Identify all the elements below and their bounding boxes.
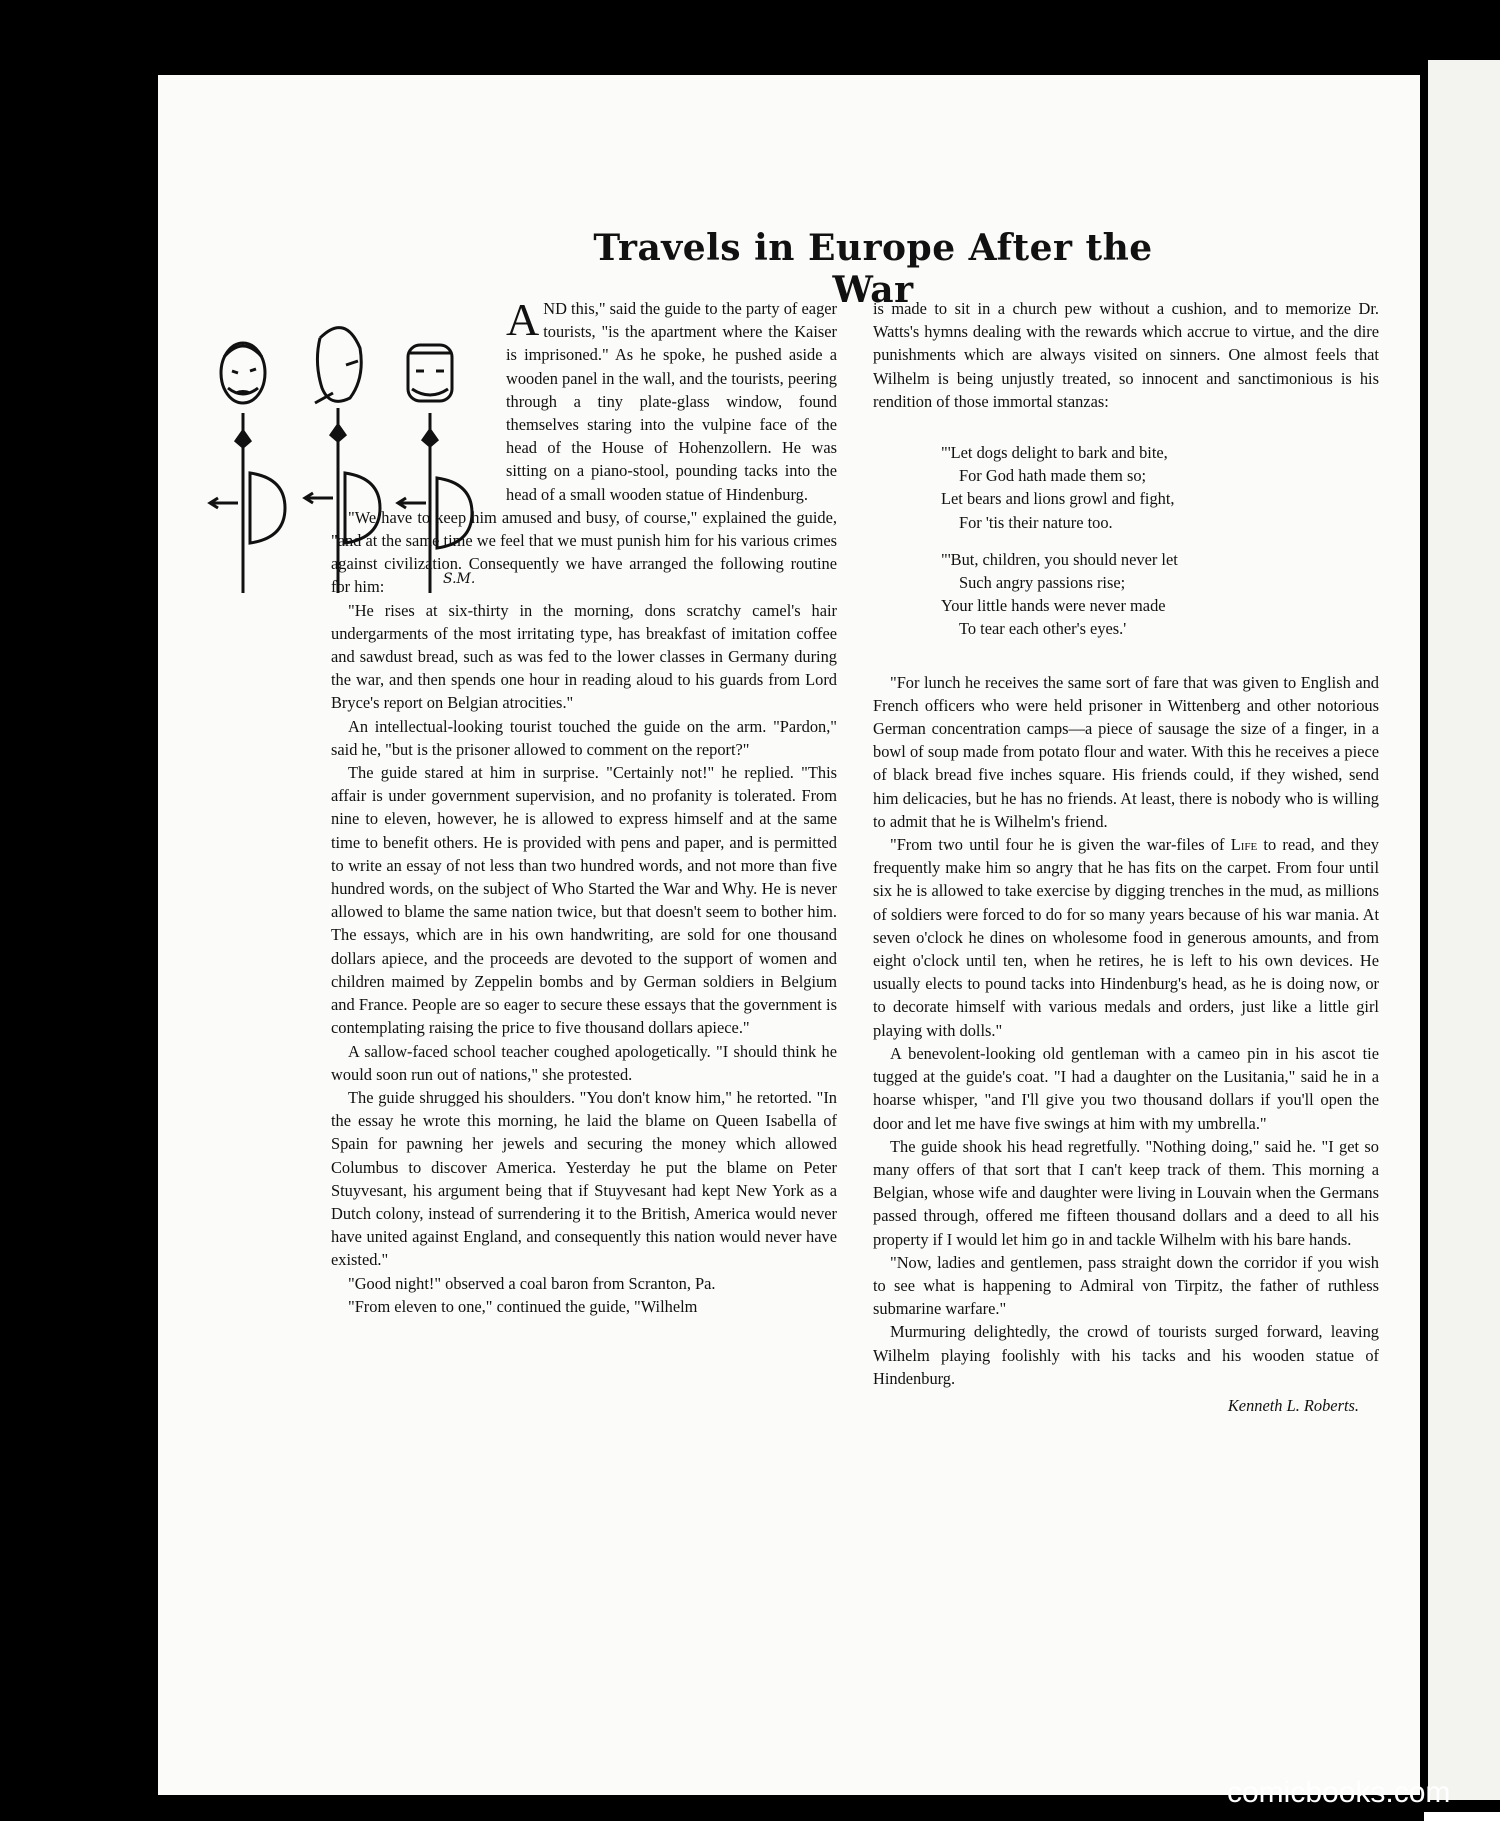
magazine-page — [158, 75, 1420, 1795]
right-column — [873, 297, 1379, 1417]
paragraph-life — [873, 833, 1379, 1042]
poem-line: For 'tis their nature too. — [959, 512, 1113, 532]
poem-stanza — [941, 441, 1379, 534]
drop-cap: A — [506, 294, 540, 345]
paragraph: A sallow-faced school teacher coughed apologetically. "I should think he would soon run out of nations," she protested. — [331, 1041, 837, 1084]
article-title: Travels in Europe After the War — [593, 227, 1153, 311]
corner-tab — [1424, 1812, 1500, 1821]
paragraph: An intellectual-looking tourist touched the guide on the arm. "Pardon," said he, "but is the prisoner allowed to comment on the report?" — [331, 716, 837, 759]
paragraph: "For lunch he receives the same sort of fare that was given to English and French officers who were held prisoner in Wittenberg and other notorious German concentration camps—a piece of sausage the size of a finger, in a bowl of soup made from potato flour and water. With this he receives a piece of black bread five inches square. His friends could, if they wished, send him delicacies, but he has no friends. At least, there is nobody who is willing to admit that he is Wilhelm's friend. — [873, 672, 1379, 831]
paragraph: The guide shook his head regretfully. "Nothing doing," said he. "I get so many offers of that sort that I can't keep track of them. This morning a Belgian, whose wife and daughter were living in Louvain when the Germans passed through, offered me fifteen thousand dollars and a deed to all his property if I would let him go in and tackle Wilhelm with his bare hands. — [873, 1136, 1379, 1249]
paragraph: Murmuring delightedly, the crowd of tourists surged forward, leaving Wilhelm playing foolishly with his tacks and his wooden statue of Hindenburg. — [873, 1322, 1379, 1388]
paragraph: "From eleven to one," continued the guide, "Wilhelm — [348, 1296, 698, 1316]
paragraph-text: "From two until four he is given the war-files of — [890, 835, 1231, 855]
paragraph: The guide stared at him in surprise. "Certainly not!" he replied. "This affair is under government supervision, and no profanity is tolerated. From nine to eleven, however, he is allowed to express himself and at the same time to benefit others. He is provided with pens and paper, and is permitted to write an essay of not less than two hundred words, and not more than five hundred words, on the subject of Who Started the War and Why. He is never allowed to blame the same nation twice, but that doesn't seem to bother him. The essays, which are in his own handwriting, are sold for one thousand dollars apiece, and the proceeds are devoted to the support of women and children maimed by Zeppelin bombs and by German soldiers in Belgium and France. People are so eager to secure these essays that the government is contemplating raising the price to five thousand dollars apiece." — [331, 763, 837, 1038]
life-magazine-name: Life — [1230, 835, 1258, 855]
opening-paragraph — [331, 294, 837, 506]
author-signature: Kenneth L. Roberts. — [1227, 1395, 1359, 1415]
left-column — [331, 294, 837, 1318]
poem-line: Your little hands were never made — [941, 596, 1166, 616]
poem-line: To tear each other's eyes.' — [959, 619, 1127, 639]
continuation-paragraph: is made to sit in a church pew without a cushion, and to memorize Dr. Watts's hymns dealing with the rewards which accrue to virtue, and the dire punishments which are always visited on sinners. One almost feels that Wilhelm is being unjustly treated, so innocent and sanctimonious is his rendition of those immortal stanzas: — [873, 299, 1379, 411]
paragraph: "Good night!" observed a coal baron from Scranton, Pa. — [348, 1273, 716, 1293]
paragraph: "Now, ladies and gentlemen, pass straight down the corridor if you wish to see what is happening to Admiral von Tirpitz, the father of ruthless submarine warfare." — [873, 1252, 1379, 1319]
hymn-poem — [941, 441, 1379, 641]
paragraph: "He rises at six-thirty in the morning, dons scratchy camel's hair undergarments of the most irritating type, has breakfast of imitation coffee and sawdust bread, such as was fed to the lower classes in Germany during the war, and then spends one hour in reading aloud to his guards from Lord Bryce's report on Belgian atrocities." — [331, 600, 837, 713]
poem-line: Such angry passions rise; — [959, 573, 1126, 593]
adjacent-page-edge — [1428, 60, 1500, 1800]
paragraph: The guide shrugged his shoulders. "You don't know him," he retorted. "In the essay he wrote this morning, he laid the blame on Queen Isabella of Spain for pawning her jewels and securing the money which allowed Columbus to discover America. Yesterday he put the blame on Peter Stuyvesant, his argument being that if Stuyvesant had kept New York as a Dutch colony, instead of surrendering it to the British, America would never have united against England, and consequently this nation would never have existed." — [331, 1087, 837, 1270]
poem-line: For God hath made them so; — [959, 466, 1147, 486]
paragraph-text: to read, and they frequently make him so angry that he has fits on the carpet. From four until six he is allowed to take exercise by digging trenches in the mud, as millions of soldiers were forced to do for so many years because of his war mania. At seven o'clock he dines on wholesome food in generous amounts, and from eight o'clock until ten, when he retires, he is left to his own devices. He usually elects to pound tacks into Hindenburg's head, as he is doing now, or to decorate himself with various medals and orders, just like a little girl playing with dolls." — [873, 835, 1380, 1040]
opening-text: ND this," said the guide to the party of eager tourists, "is the apartment where the Kaiser is imprisoned." As he spoke, he pushed aside a wooden panel in the wall, and the tourists, peering through a tiny plate-glass window, found themselves staring into the vulpine face of the head of the House of Hohenzollern. He was sitting on a piano-stool, pounding tacks into the head of a small wooden statue of Hindenburg. — [506, 299, 837, 504]
poem-stanza — [941, 548, 1379, 641]
site-watermark: comicbooks.com — [1227, 1776, 1451, 1809]
paragraph: "We have to keep him amused and busy, of course," explained the guide, "and at the same time we feel that we must punish him for his various crimes against civilization. Consequently we have arranged the following routine for him: — [331, 507, 837, 597]
poem-line: Let bears and lions growl and fight, — [941, 489, 1175, 509]
poem-line: "'But, children, you should never let — [941, 549, 1178, 569]
artist-initials: S.M. — [443, 571, 476, 587]
paragraph: A benevolent-looking old gentleman with a cameo pin in his ascot tie tugged at the guide's coat. "I had a daughter on the Lusitania," said he in a hoarse whisper, "and I'll give you two thousand dollars if you'll open the door and let me have five swings at him with my umbrella." — [873, 1043, 1379, 1133]
poem-line: "'Let dogs delight to bark and bite, — [941, 443, 1168, 463]
